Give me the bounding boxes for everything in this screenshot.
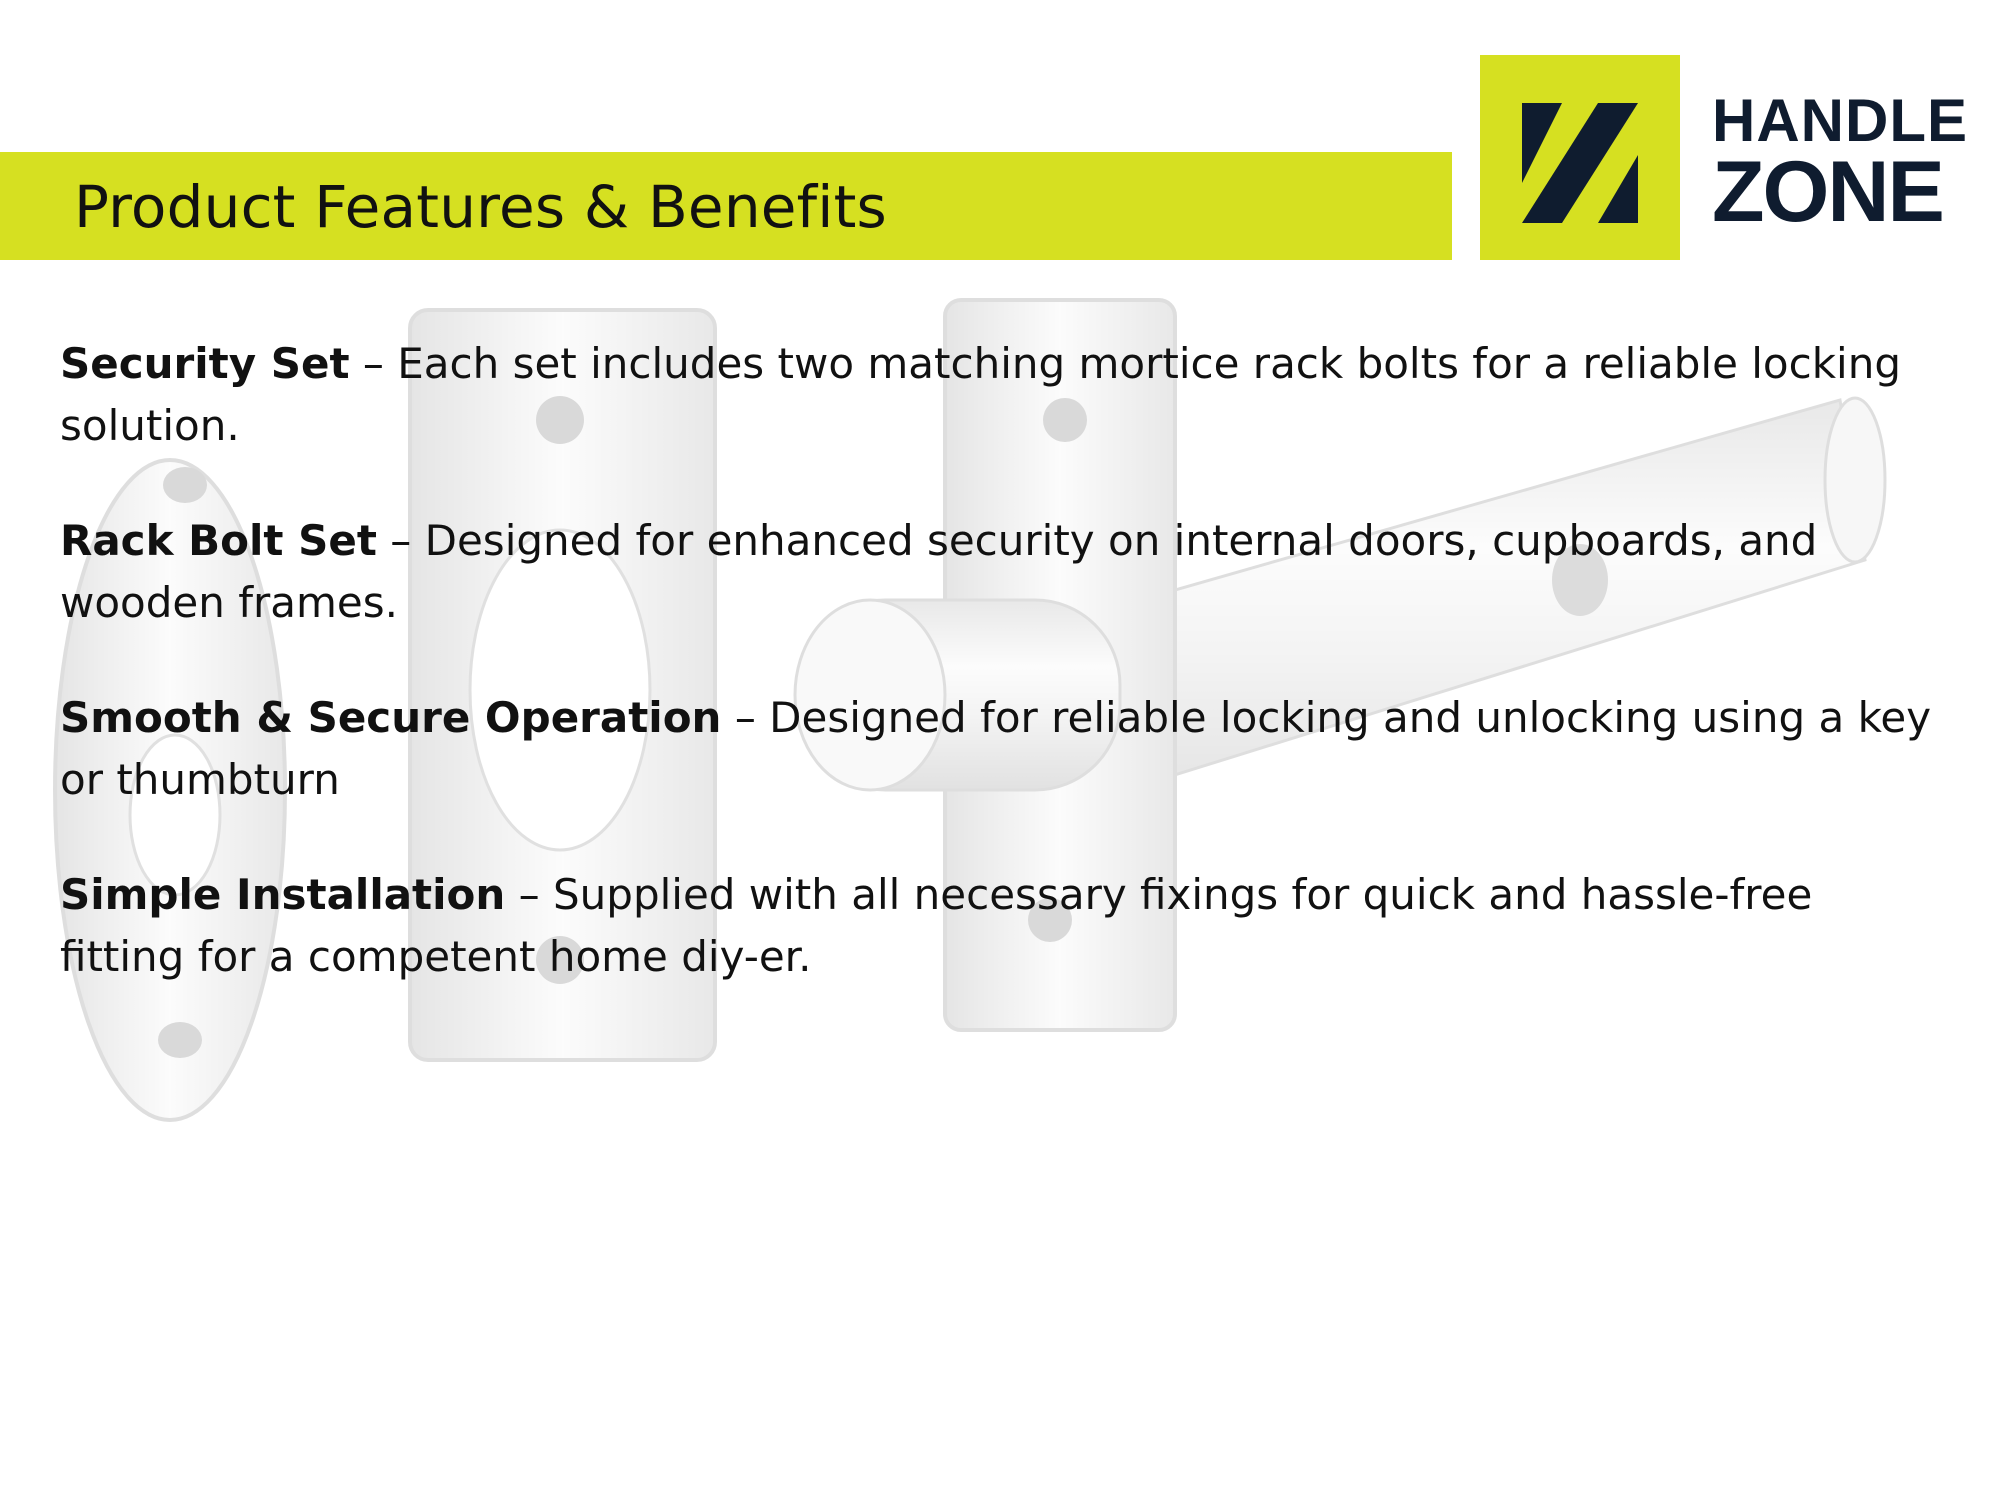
logo-word-zone: ZONE xyxy=(1712,144,1943,240)
feature-separator: – xyxy=(376,516,425,565)
logo-word-handle: HANDLE xyxy=(1712,87,1968,154)
feature-heading: Smooth & Secure Operation xyxy=(60,693,722,742)
feature-separator: – xyxy=(505,870,553,919)
feature-item xyxy=(60,510,1940,634)
feature-separator: – xyxy=(349,339,398,388)
feature-list xyxy=(60,333,1940,1041)
feature-item xyxy=(60,333,1940,457)
feature-heading: Rack Bolt Set xyxy=(60,516,377,565)
logo-wordmark xyxy=(1712,87,1968,240)
feature-item xyxy=(60,687,1940,811)
feature-heading: Simple Installation xyxy=(60,870,506,919)
feature-item xyxy=(60,864,1940,988)
feature-heading: Security Set xyxy=(60,339,350,388)
page-title: Product Features & Benefits xyxy=(74,173,887,241)
handle-zone-logo xyxy=(1480,55,1680,260)
feature-description: Each set includes two matching mortice rack bolts for a reliable locking solution. xyxy=(60,339,1901,450)
feature-description: Designed for reliable locking and unlocking using a key or thumbturn xyxy=(60,693,1932,804)
feature-description: Designed for enhanced security on internal doors, cupboards, and wooden frames. xyxy=(60,516,1818,627)
feature-description: Supplied with all necessary fixings for quick and hassle-free fitting for a competent home diy-er. xyxy=(60,870,1813,981)
logo-square-icon xyxy=(1480,55,1680,260)
feature-separator: – xyxy=(721,693,770,742)
